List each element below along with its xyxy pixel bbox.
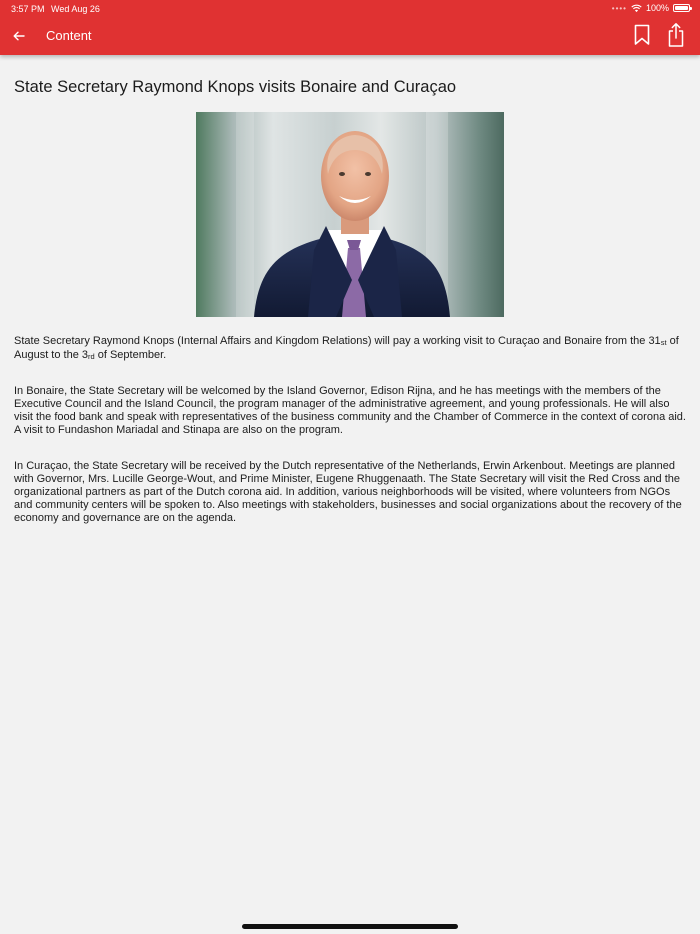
article-paragraph-3: In Curaçao, the State Secretary will be received by the Dutch representative of the Netherlands, Erwin Arkenbout. Meetings are planned with Governor, Mrs. Lucille George-Wout, and Prime Minister, Eugene Rhuggenaath. The State Secretary will visit the Red Cross and the organizational partners as part of the Dutch corona aid. In addition, various neighborhoods will be visited, where volunteers from NGOs and community centers will be spoken to. Also meetings with stakeholders, businesses and social organizations about the recovery of the economy and governance are on the agenda. bbox=[14, 460, 682, 524]
share-button[interactable] bbox=[666, 22, 686, 48]
share-icon bbox=[666, 22, 686, 48]
portrait-image bbox=[196, 112, 504, 317]
battery-icon bbox=[673, 4, 690, 12]
article-paragraph-1 bbox=[14, 335, 686, 363]
app-header bbox=[0, 0, 700, 55]
article-title: State Secretary Raymond Knops visits Bonaire and Curaçao bbox=[14, 78, 457, 96]
status-right bbox=[612, 3, 690, 13]
article-photo bbox=[196, 112, 504, 317]
status-time: 3:57 PM bbox=[11, 4, 45, 14]
battery-percent: 100% bbox=[645, 3, 669, 13]
paragraph-1-suffix-st: st bbox=[660, 338, 667, 347]
status-bar bbox=[0, 0, 700, 17]
paragraph-1-part-a: State Secretary Raymond Knops (Internal Affairs and Kingdom Relations) will pay a working visit to Curaçao and Bonaire from the 31 bbox=[14, 335, 661, 347]
article-paragraph-2: In Bonaire, the State Secretary will be welcomed by the Island Governor, Edison Rijna, and he has meetings with the members of the Executive Council and the Island Council, the program manager of the administrative agreement, and young professionals. He will also visit the food bank and speak with representatives of the business community and the Chamber of Commerce in the context of corona aid. A visit to Fundashon Mariadal and Stinapa are also on the program. bbox=[14, 385, 686, 436]
nav-title: Content bbox=[46, 28, 92, 43]
bookmark-button[interactable] bbox=[632, 23, 652, 47]
arrow-left-icon bbox=[13, 31, 25, 41]
paragraph-1-part-b: of August to the 3 bbox=[14, 335, 679, 361]
signal-dots-icon: •••• bbox=[611, 3, 627, 13]
home-indicator[interactable] bbox=[242, 924, 458, 929]
status-date: Wed Aug 26 bbox=[51, 4, 100, 14]
nav-bar bbox=[0, 17, 700, 55]
paragraph-1-suffix-rd: rd bbox=[88, 352, 95, 361]
back-button[interactable] bbox=[8, 25, 30, 47]
paragraph-1-part-c: of September. bbox=[94, 349, 167, 361]
wifi-icon bbox=[631, 4, 642, 13]
bookmark-icon bbox=[632, 23, 652, 47]
